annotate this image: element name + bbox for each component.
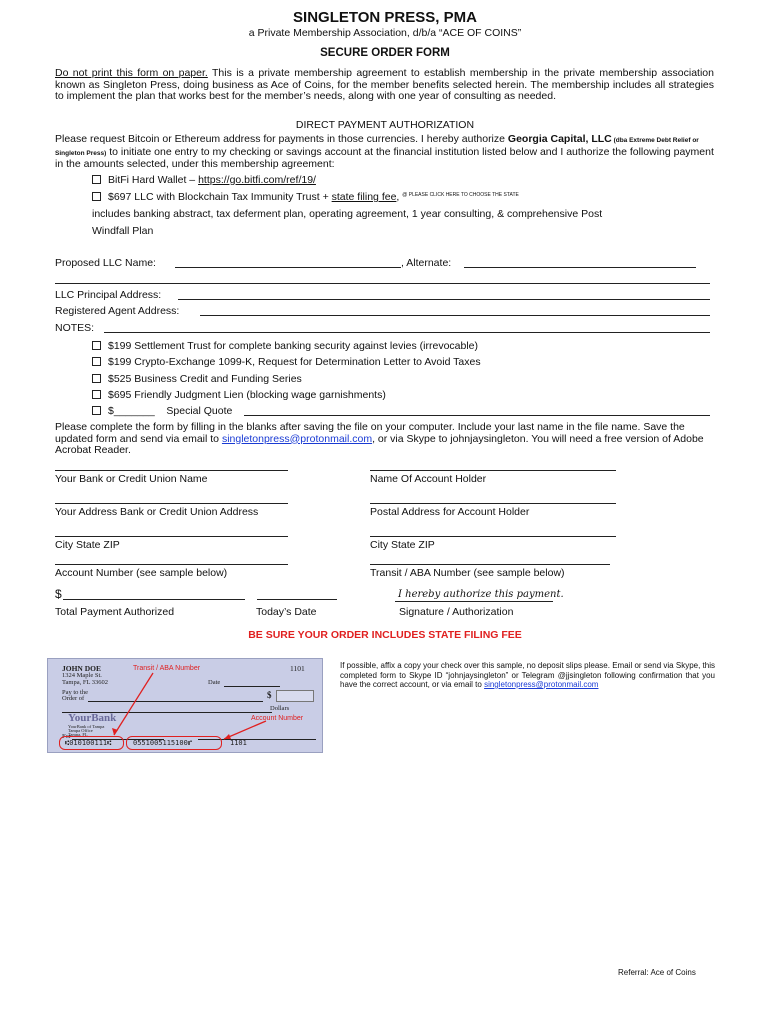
special-quote-label: Special Quote	[166, 405, 233, 417]
bitfi-link[interactable]: https://go.bitfi.com/ref/19/	[198, 174, 316, 186]
company-dba: (dba Extreme Debt Relief or Singleton Press)	[55, 137, 699, 157]
state-select-note[interactable]: @ PLEASE CLICK HERE TO CHOOSE THE STATE	[402, 192, 519, 198]
proposed-llc-label: Proposed LLC Name:	[55, 257, 156, 269]
check-instructions-text: If possible, affix a copy your check over this sample, no deposit slips please. Email or send via Skype, this completed form to Skype ID “johnjaysingleton” or Telegram @jjsingleton following confirmation that you have the correct account, or via email to	[340, 661, 715, 689]
total-payment-field[interactable]	[63, 599, 245, 600]
option-settlement-trust	[92, 340, 478, 352]
instructions-text-2: , or via Skype to johnjaysingleton. You will need a free version of Adobe Acrobat Reader.	[55, 432, 704, 457]
option-label: $525 Business Credit and Funding Series	[108, 373, 302, 385]
llc-label: $697 LLC with Blockchain Tax Immunity Trust +	[108, 191, 332, 203]
agent-address-label: Registered Agent Address:	[55, 305, 180, 317]
option-checkbox[interactable]	[92, 374, 101, 383]
option-bitfi	[92, 174, 316, 186]
transit-number-field[interactable]	[370, 564, 610, 565]
special-quote-amount[interactable]: $_______	[108, 405, 155, 417]
check-dollar-sign: $	[267, 690, 272, 700]
account-number-field[interactable]	[55, 564, 288, 565]
llc-includes-1: includes banking abstract, tax deferment plan, operating agreement, 1 year consulting, & comprehensive Post	[92, 208, 603, 220]
micr-account-number: 0551005115100⑈	[133, 739, 192, 747]
total-dollar-sign: $	[55, 587, 62, 601]
holder-city-label: City State ZIP	[370, 539, 435, 551]
referral-footer: Referral: Ace of Coins	[618, 968, 696, 977]
transit-arrow	[114, 673, 153, 735]
bank-name-field[interactable]	[55, 470, 288, 471]
check-name: JOHN DOE	[62, 664, 101, 673]
proposed-llc-field[interactable]	[175, 267, 401, 268]
check-email-link[interactable]: singletonpress@protonmail.com	[484, 680, 599, 689]
option-judgment-lien	[92, 389, 386, 401]
total-payment-label: Total Payment Authorized	[55, 606, 175, 618]
option-label: $199 Crypto-Exchange 1099-K, Request for Determination Letter to Avoid Taxes	[108, 356, 481, 368]
check-dollars-label: Dollars	[270, 705, 290, 712]
special-quote-field[interactable]	[244, 415, 710, 416]
check-order-of: Order of	[62, 695, 85, 702]
principal-address-label: LLC Principal Address:	[55, 289, 162, 301]
option-label: $199 Settlement Trust for complete banking security against levies (irrevocable)	[108, 340, 479, 352]
postal-address-label: Postal Address for Account Holder	[370, 506, 530, 518]
check-for-label: For	[62, 733, 72, 740]
special-quote-checkbox[interactable]	[92, 406, 101, 415]
micr-transit-number: ⑆010100111⑆	[65, 739, 112, 747]
check-pay-to: Pay to the	[62, 689, 88, 696]
direct-text-2: to initiate one entry to my checking or savings account at the financial institution listed below and I authorize the following payment in the amounts selected, under this membership agreement:	[55, 145, 714, 171]
option-special-quote	[92, 405, 232, 417]
bank-address-field[interactable]	[55, 503, 288, 504]
notes-label: NOTES:	[55, 322, 95, 334]
llc-includes-2: Windfall Plan	[92, 225, 154, 237]
date-label: Today’s Date	[256, 606, 317, 618]
check-bank-line-2: Tampa Office	[68, 728, 93, 733]
form-title: SECURE ORDER FORM	[320, 47, 450, 59]
bank-city-field[interactable]	[55, 536, 288, 537]
bank-address-label: Your Address Bank or Credit Union Address	[55, 506, 259, 518]
bitfi-checkbox[interactable]	[92, 175, 101, 184]
check-bank-logo: YourBank	[68, 712, 117, 724]
page-title: SINGLETON PRESS, PMA	[293, 9, 477, 26]
option-checkbox[interactable]	[92, 357, 101, 366]
account-arrow	[224, 721, 266, 739]
bitfi-label: BitFi Hard Wallet –	[108, 174, 199, 186]
instructions-text-1: Please complete the form by filling in the blanks after saving the file on your computer. Include your last name in the file name. Save the updated form and send via email to	[55, 421, 685, 445]
bank-city-label: City State ZIP	[55, 539, 120, 551]
check-instructions	[340, 661, 715, 690]
signature-label: Signature / Authorization	[399, 606, 514, 618]
llc-checkbox[interactable]	[92, 192, 101, 201]
account-arrow-head	[224, 734, 231, 739]
transit-number-callout: Transit / ABA Number	[133, 665, 201, 672]
direct-payment-paragraph	[55, 134, 714, 171]
direct-payment-heading: DIRECT PAYMENT AUTHORIZATION	[295, 119, 475, 131]
check-arrows	[48, 659, 322, 752]
instructions-paragraph	[55, 422, 717, 457]
intro-text: This is a private membership agreement to establish membership in the private membership association known as Singleton Press, doing business as Ace of Coins, for the member benefits selected herein. The membership includes all strategies to implement the plan that works best for the member’s needs, along with one year of consulting as needed.	[55, 67, 714, 103]
option-llc	[92, 191, 519, 203]
transit-number-label: Transit / ABA Number (see sample below)	[370, 567, 565, 579]
signature-field[interactable]	[395, 601, 553, 602]
state-filing-fee-link[interactable]: state filing fee	[331, 191, 397, 203]
check-bank-line-1: YourBank of Tampa	[68, 724, 105, 729]
account-holder-field[interactable]	[370, 470, 616, 471]
llc-comma: ,	[396, 191, 400, 203]
sample-check	[47, 658, 323, 753]
account-number-callout: Account Number	[251, 715, 304, 722]
check-bank-line-3: Tampa, FL	[68, 732, 88, 737]
check-address-2: Tampa, FL 33602	[62, 679, 109, 686]
agent-address-field[interactable]	[200, 315, 710, 316]
state-fee-warning: BE SURE YOUR ORDER INCLUDES STATE FILING FEE	[248, 629, 522, 641]
email-link[interactable]: singletonpress@protonmail.com	[221, 432, 373, 445]
check-date-label: Date	[208, 679, 221, 686]
direct-text-1: Please request Bitcoin or Ethereum address for payments in those currencies. I hereby authorize	[55, 133, 508, 145]
notes-field[interactable]	[104, 332, 710, 333]
micr-check-number: 1101	[230, 739, 247, 747]
account-number-label: Account Number (see sample below)	[55, 567, 228, 579]
intro-paragraph	[55, 68, 714, 103]
intro-warning: Do not print this form on paper.	[55, 67, 208, 79]
option-crypto-exchange	[92, 356, 481, 368]
signature-handwriting: I hereby authorize this payment.	[398, 589, 564, 600]
bank-name-label: Your Bank or Credit Union Name	[55, 473, 208, 485]
check-address-1: 1324 Maple St.	[62, 672, 102, 679]
company-name: Georgia Capital, LLC	[507, 133, 612, 145]
check-number: 1101	[290, 664, 305, 673]
option-label: $695 Friendly Judgment Lien (blocking wage garnishments)	[108, 389, 386, 401]
account-holder-label: Name Of Account Holder	[370, 473, 487, 485]
postal-address-field[interactable]	[370, 503, 616, 504]
option-business-credit	[92, 373, 302, 385]
option-checkbox[interactable]	[92, 390, 101, 399]
alternate-label: , Alternate:	[401, 257, 452, 269]
holder-city-field[interactable]	[370, 536, 616, 537]
llc-name-extra-line[interactable]	[55, 283, 710, 284]
page-subtitle: a Private Membership Association, d/b/a “ACE OF COINS”	[248, 27, 522, 39]
principal-address-field[interactable]	[178, 299, 710, 300]
option-checkbox[interactable]	[92, 341, 101, 350]
alternate-llc-field[interactable]	[464, 267, 696, 268]
date-field[interactable]	[257, 599, 337, 600]
